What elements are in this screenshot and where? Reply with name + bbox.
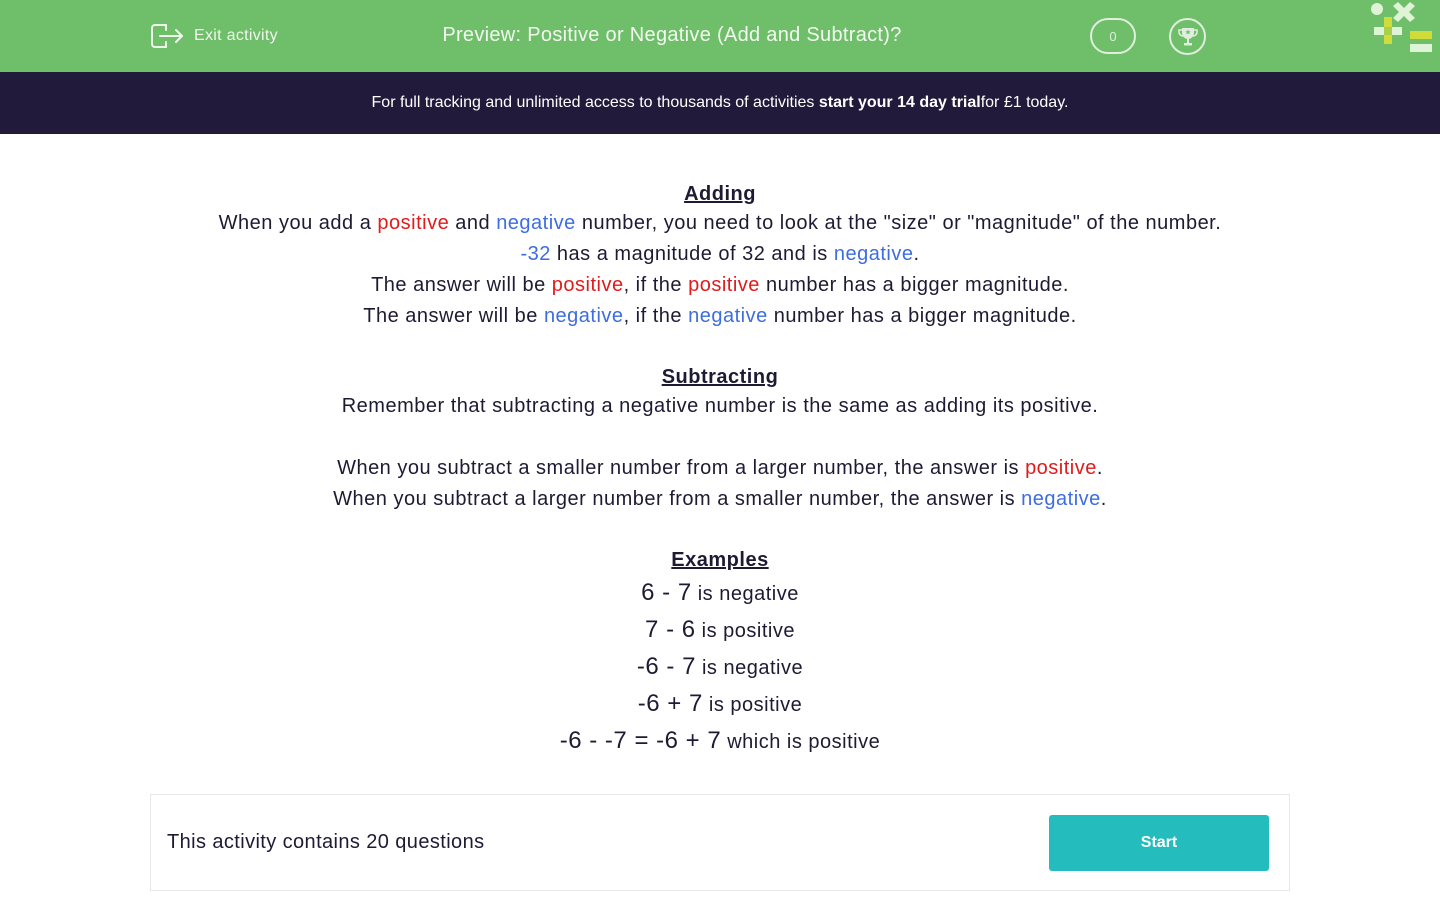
- trophy-icon: [1177, 26, 1199, 48]
- page-title: Preview: Positive or Negative (Add and Subtract)?: [442, 24, 902, 46]
- adding-line-2: -32 has a magnitude of 32 and is negative.: [520, 243, 920, 265]
- adding-line-3: The answer will be positive, if the positive number has a bigger magnitude.: [371, 274, 1069, 296]
- examples-heading: Examples: [671, 549, 769, 571]
- example-item: 6 - 7 is negative: [641, 579, 799, 606]
- example-item: -6 - -7 = -6 + 7 which is positive: [559, 727, 881, 754]
- adding-line-1: When you add a positive and negative number, you need to look at the "size" or "magnitude" of the number.: [218, 212, 1222, 234]
- question-count: This activity contains 20 questions: [167, 831, 485, 853]
- adding-heading: Adding: [684, 183, 756, 205]
- trophy-button[interactable]: [1169, 18, 1206, 55]
- example-item: 7 - 6 is positive: [645, 616, 795, 643]
- subtracting-line-2: When you subtract a smaller number from a larger number, the answer is positive.: [337, 457, 1103, 479]
- start-button[interactable]: Start: [1049, 815, 1269, 871]
- subtracting-line-1: Remember that subtracting a negative number is the same as adding its positive.: [341, 395, 1099, 417]
- brand-logo-icon: [1368, 0, 1440, 56]
- exit-activity-label: Exit activity: [194, 27, 278, 44]
- subtracting-heading: Subtracting: [661, 366, 779, 388]
- exit-activity-button[interactable]: [150, 22, 278, 50]
- score-badge: 0: [1090, 18, 1136, 54]
- trial-link[interactable]: start your 14 day trial: [818, 94, 981, 111]
- top-bar: [0, 0, 1440, 72]
- lesson-content: [0, 180, 1440, 759]
- activity-footer: [150, 794, 1290, 891]
- subtracting-line-3: When you subtract a larger number from a smaller number, the answer is negative.: [333, 488, 1107, 510]
- adding-line-4: The answer will be negative, if the negative number has a bigger magnitude.: [363, 305, 1077, 327]
- example-item: -6 + 7 is positive: [637, 690, 803, 717]
- exit-icon: [150, 22, 184, 50]
- example-item: -6 - 7 is negative: [636, 653, 804, 680]
- trial-banner: For full tracking and unlimited access to thousands of activities start your 14 day trial for £1 today.: [0, 72, 1440, 134]
